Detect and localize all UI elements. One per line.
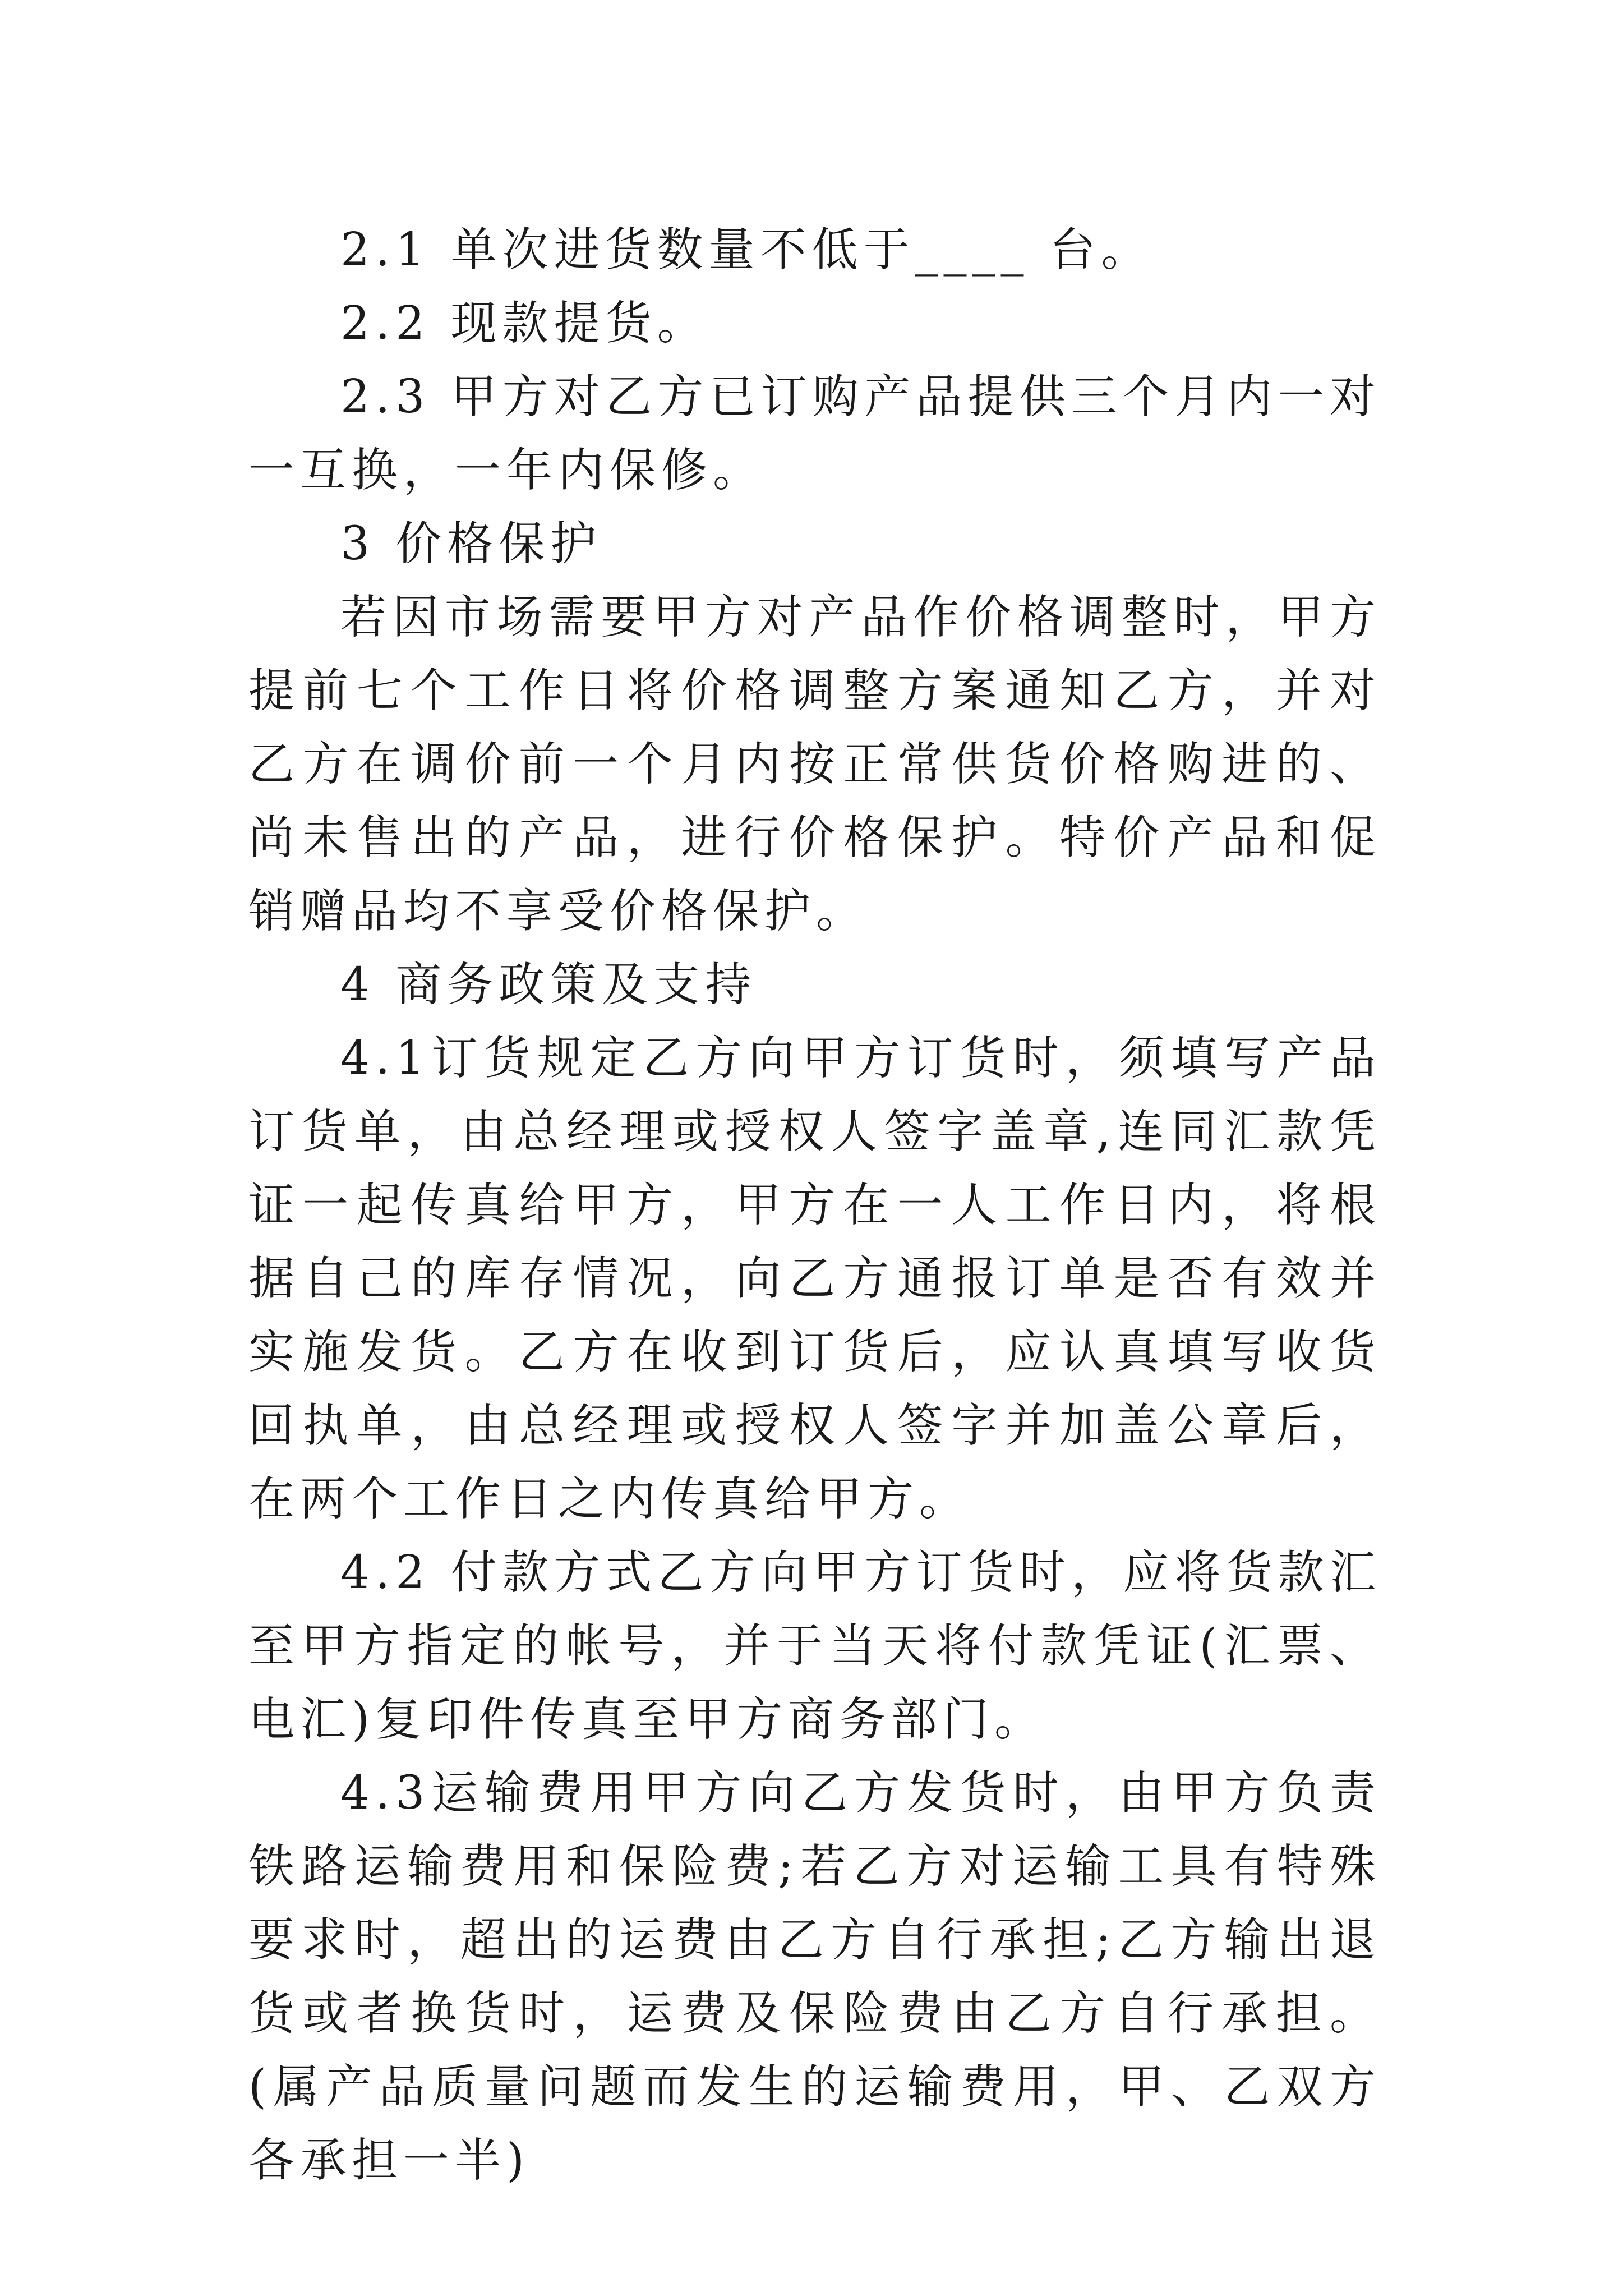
clause-2-1: 2.1 单次进货数量不低于____ 台。 xyxy=(340,223,1153,277)
section-4-heading: 4 商务政策及支持 xyxy=(340,958,757,1011)
clause-4-3: 4.3运输费用甲方向乙方发货时，由甲方负责铁路运输费用和保险费;若乙方对运输工具有特殊要求时，超出的运费由乙方自行承担;乙方输出退货或者换货时，运费及保险费由乙方自行承担。(属产品质量问题而发生的运输费用，甲、乙双方各承担一半) xyxy=(248,1766,1381,2187)
clause-2-3: 2.3 甲方对乙方已订购产品提供三个月内一对一互换，一年内保修。 xyxy=(248,370,1381,497)
section-3-heading: 3 价格保护 xyxy=(340,517,602,570)
clause-4-1: 4.1订货规定乙方向甲方订货时，须填写产品订货单，由总经理或授权人签字盖章,连同汇款凭证一起传真给甲方，甲方在一人工作日内，将根据自己的库存情况，向乙方通报订单是否有效并实施发货。乙方在收到订货后，应认真填写收货回执单，由总经理或授权人签字并加盖公章后，在两个工作日之内传真给甲方。 xyxy=(248,1032,1381,1526)
document-body xyxy=(248,213,1381,2197)
clause-2-2: 2.2 现款提货。 xyxy=(340,297,709,350)
section-3-body: 若因市场需要甲方对产品作价格调整时，甲方提前七个工作日将价格调整方案通知乙方，并对乙方在调价前一个月内按正常供货价格购进的、尚未售出的产品，进行价格保护。特价产品和促销赠品均不享受价格保护。 xyxy=(248,591,1381,938)
clause-4-2: 4.2 付款方式乙方向甲方订货时，应将货款汇至甲方指定的帐号，并于当天将付款凭证(汇票、电汇)复印件传真至甲方商务部门。 xyxy=(248,1546,1381,1746)
